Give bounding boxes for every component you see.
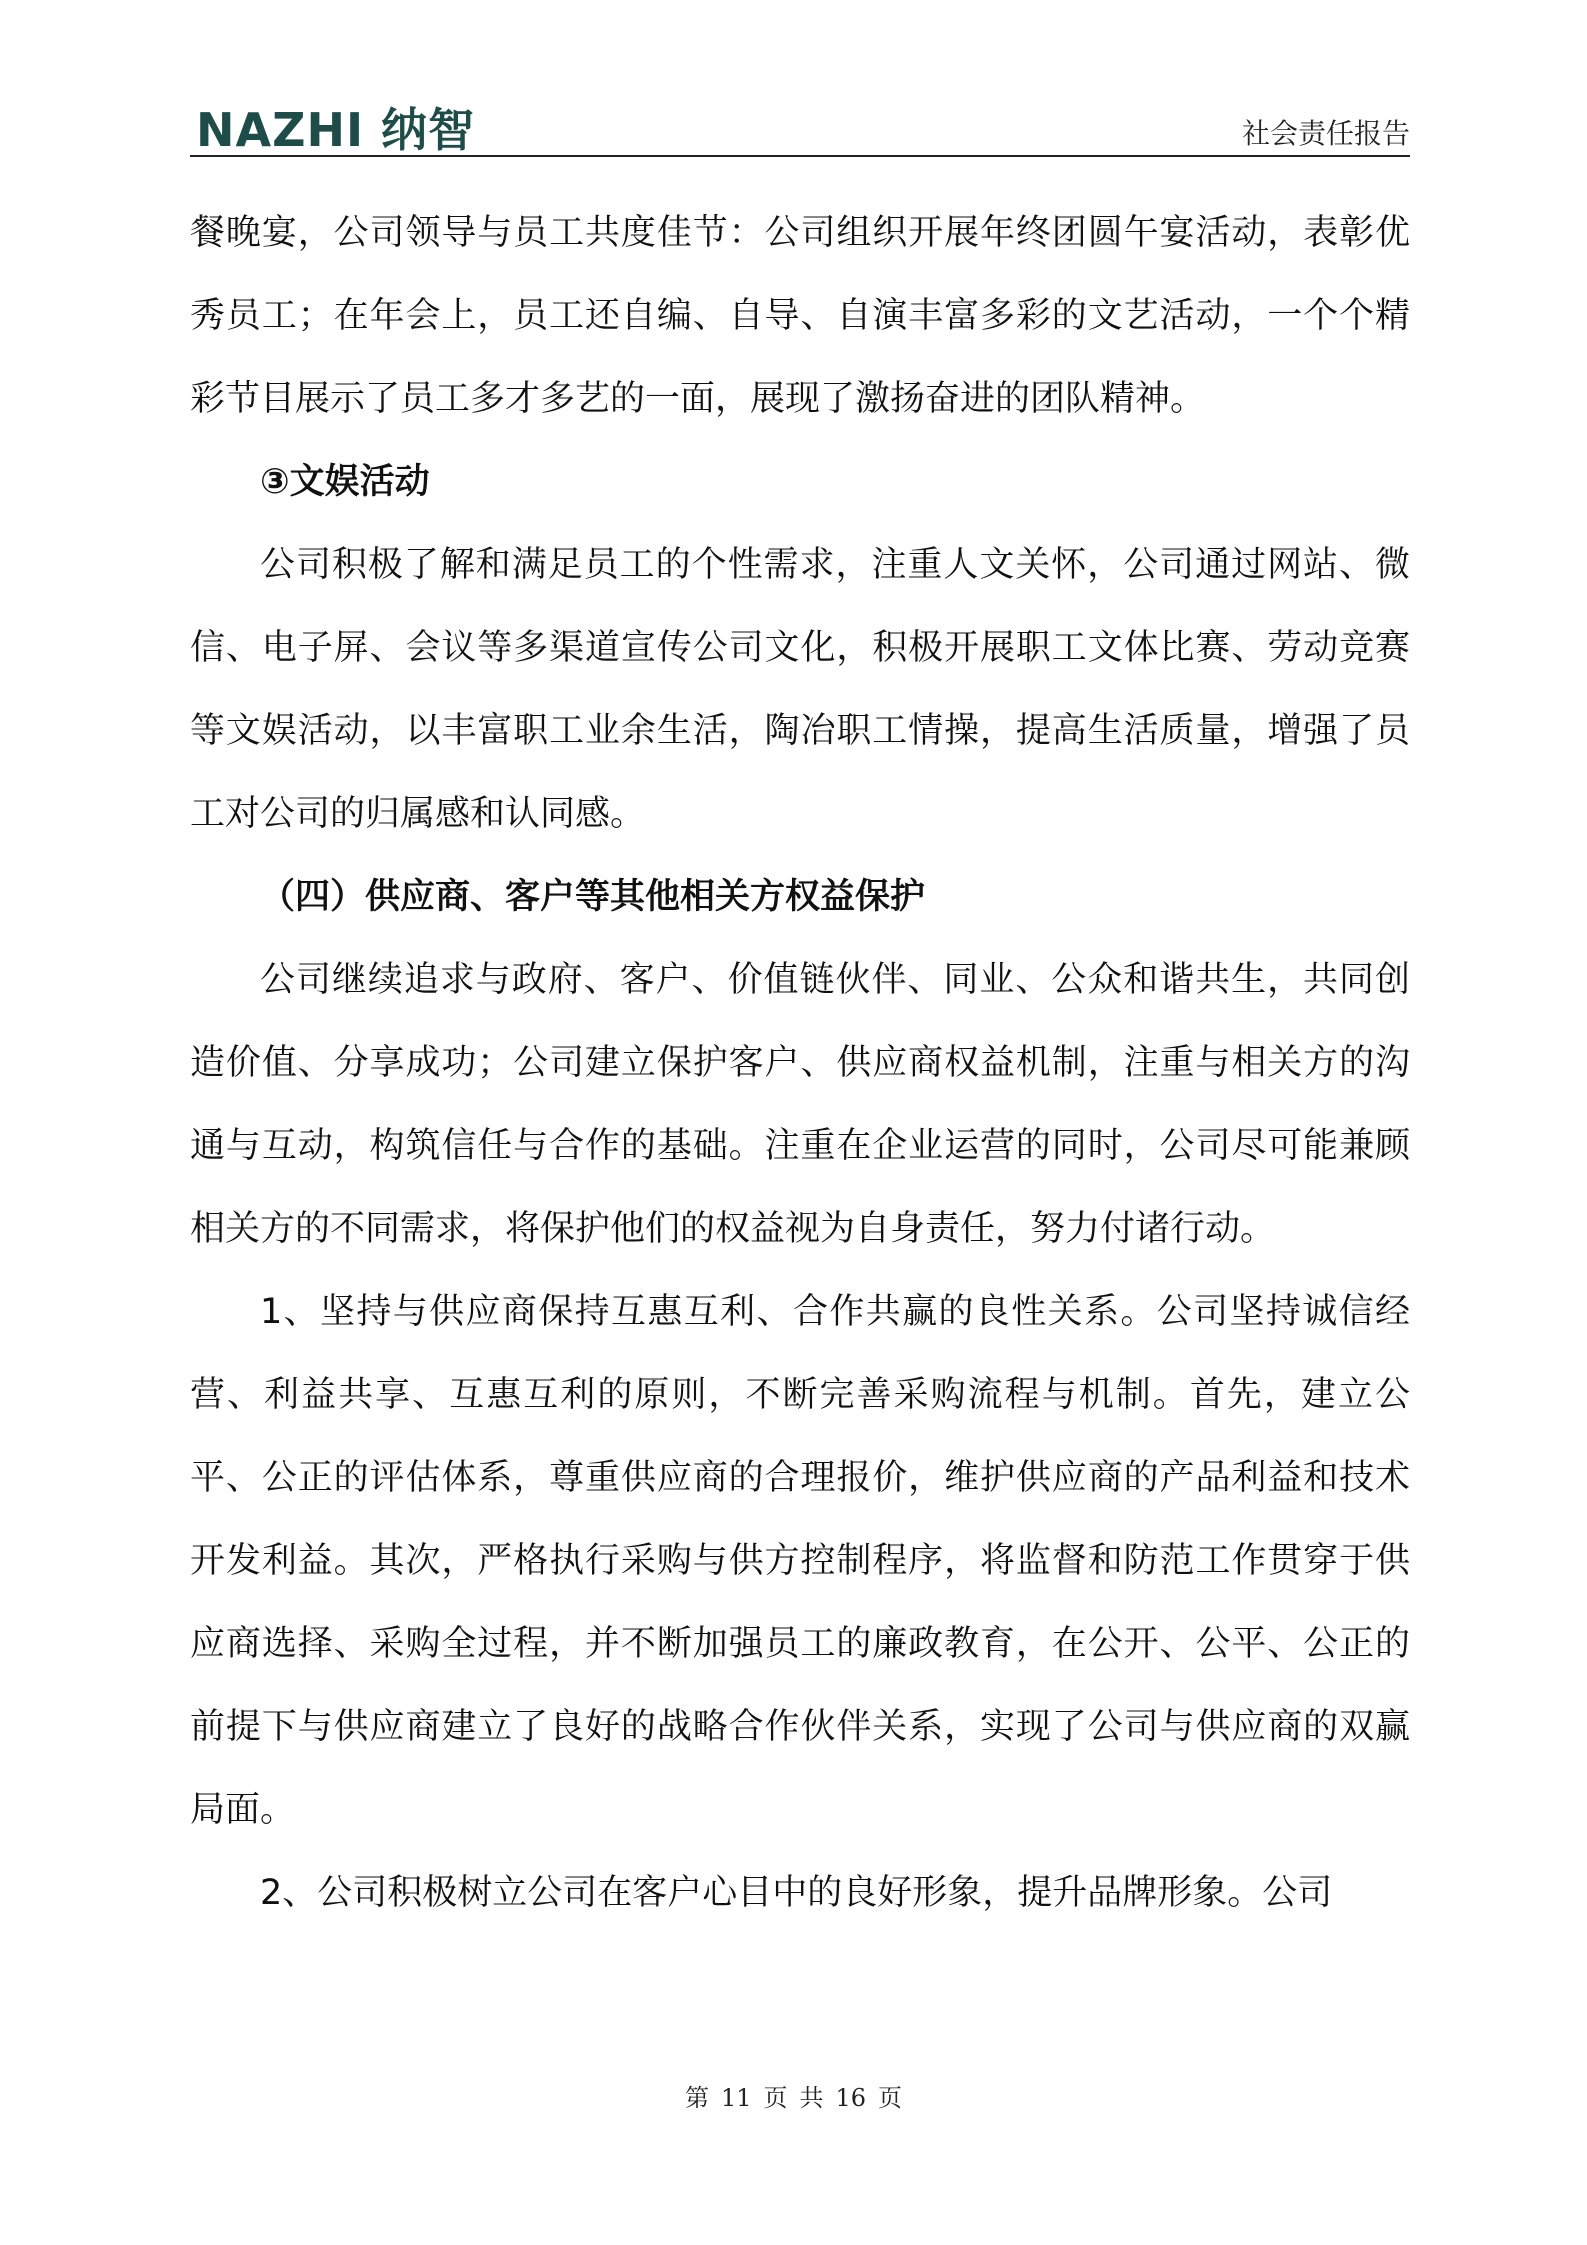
paragraph-stakeholders: 公司继续追求与政府、客户、价值链伙伴、同业、公众和谐共生，共同创造价值、分享成功；公司建立保护客户、供应商权益机制，注重与相关方的沟通与互动，构筑信任与合作的基础。注重在企业运营的同时，公司尽可能兼顾相关方的不同需求，将保护他们的权益视为自身责任，努力付诸行动。	[190, 960, 1410, 1249]
page-footer	[0, 2078, 1587, 2113]
header-divider	[190, 155, 1410, 157]
paragraph-suppliers: 1、坚持与供应商保持互惠互利、合作共赢的良性关系。公司坚持诚信经营、利益共享、互惠互利的原则，不断完善采购流程与机制。首先，建立公平、公正的评估体系，尊重供应商的合理报价，维护供应商的产品利益和技术开发利益。其次，严格执行采购与供方控制程序，将监督和防范工作贯穿于供应商选择、采购全过程，并不断加强员工的廉政教育，在公开、公平、公正的前提下与供应商建立了良好的战略合作伙伴关系，实现了公司与供应商的双赢局面。	[190, 1292, 1410, 1830]
paragraph-continued: 餐晚宴，公司领导与员工共度佳节：公司组织开展年终团圆午宴活动，表彰优秀员工；在年会上，员工还自编、自导、自演丰富多彩的文艺活动，一个个精彩节目展示了员工多才多艺的一面，展现了激扬奋进的团队精神。	[190, 213, 1410, 419]
section-heading-entertainment: ③文娱活动	[260, 462, 430, 502]
document-body	[190, 192, 1410, 1935]
page-label: 页	[878, 2084, 903, 2112]
paragraph-entertainment: 公司积极了解和满足员工的个性需求，注重人文关怀，公司通过网站、微信、电子屏、会议等多渠道宣传公司文化，积极开展职工文体比赛、劳动竞赛等文娱活动，以丰富职工业余生活，陶冶职工情操，提高生活质量，增强了员工对公司的归属感和认同感。	[190, 545, 1410, 834]
current-page-number: 11	[720, 2084, 752, 2112]
company-logo: NAZHI 纳智	[196, 103, 476, 157]
report-title: 社会责任报告	[1241, 117, 1410, 150]
page-label: 共	[799, 2084, 824, 2112]
total-page-count: 16	[835, 2084, 867, 2112]
page-label: 页	[763, 2084, 788, 2112]
page-label: 第	[684, 2084, 709, 2112]
paragraph-customers: 2、公司积极树立公司在客户心目中的良好形象，提升品牌形象。公司	[260, 1873, 1333, 1913]
section-heading-stakeholders: （四）供应商、客户等其他相关方权益保护	[260, 877, 926, 917]
